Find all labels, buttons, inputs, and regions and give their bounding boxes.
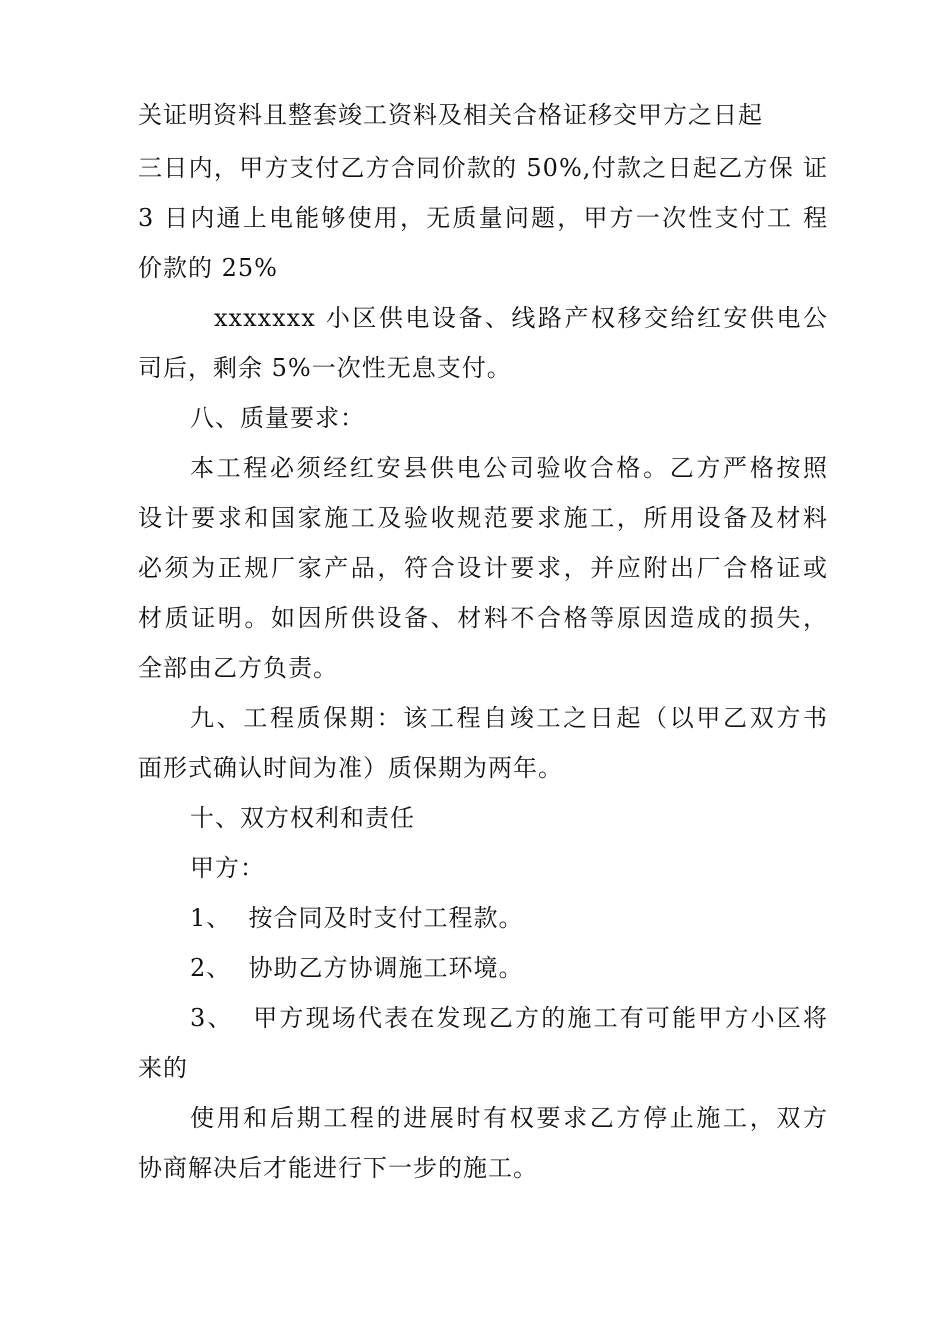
paragraph-line-9: 设计要求和国家施工及验收规范要求施工，所用设备及材料 xyxy=(138,504,828,532)
party-a-label: 甲方： xyxy=(190,854,265,882)
paragraph-line-12: 全部由乙方负责。 xyxy=(138,654,338,682)
list-item-1: 1、 按合同及时支付工程款。 xyxy=(190,904,524,932)
paragraph-line-14: 面形式确认时间为准）质保期为两年。 xyxy=(138,754,563,782)
paragraph-line-10: 必须为正规厂家产品，符合设计要求，并应附出厂合格证或 xyxy=(138,554,828,582)
paragraph-line-22: 协商解决后才能进行下一步的施工。 xyxy=(138,1154,538,1182)
paragraph-line-6: 司后，剩余 5%一次性无息支付。 xyxy=(138,354,512,382)
section-heading-rights: 十、双方权利和责任 xyxy=(190,804,415,832)
paragraph-line-11: 材质证明。如因所供设备、材料不合格等原因造成的损失， xyxy=(138,604,828,632)
list-item-3: 3、 甲方现场代表在发现乙方的施工有可能甲方小区将 xyxy=(190,1004,828,1032)
section-heading-warranty: 九、工程质保期：该工程自竣工之日起（以甲乙双方书 xyxy=(190,704,828,732)
section-heading-quality: 八、质量要求： xyxy=(190,404,365,432)
list-item-2: 2、 协助乙方协调施工环境。 xyxy=(190,954,524,982)
paragraph-line-1: 关证明资料且整套竣工资料及相关合格证移交甲方之日起 xyxy=(138,101,763,129)
paragraph-line-5: xxxxxxx 小区供电设备、线路产权移交给红安供电公 xyxy=(214,304,828,332)
list-item-3-continued: 来的 xyxy=(138,1054,188,1082)
paragraph-line-21: 使用和后期工程的进展时有权要求乙方停止施工，双方 xyxy=(190,1104,828,1132)
paragraph-line-3: 3 日内通上电能够使用，无质量问题，甲方一次性支付工 程 xyxy=(138,204,828,232)
paragraph-line-8: 本工程必须经红安县供电公司验收合格。乙方严格按照 xyxy=(190,454,828,482)
paragraph-line-4: 价款的 25% xyxy=(138,254,278,282)
paragraph-line-2: 三日内，甲方支付乙方合同价款的 50%,付款之日起乙方保 证 xyxy=(138,154,828,182)
